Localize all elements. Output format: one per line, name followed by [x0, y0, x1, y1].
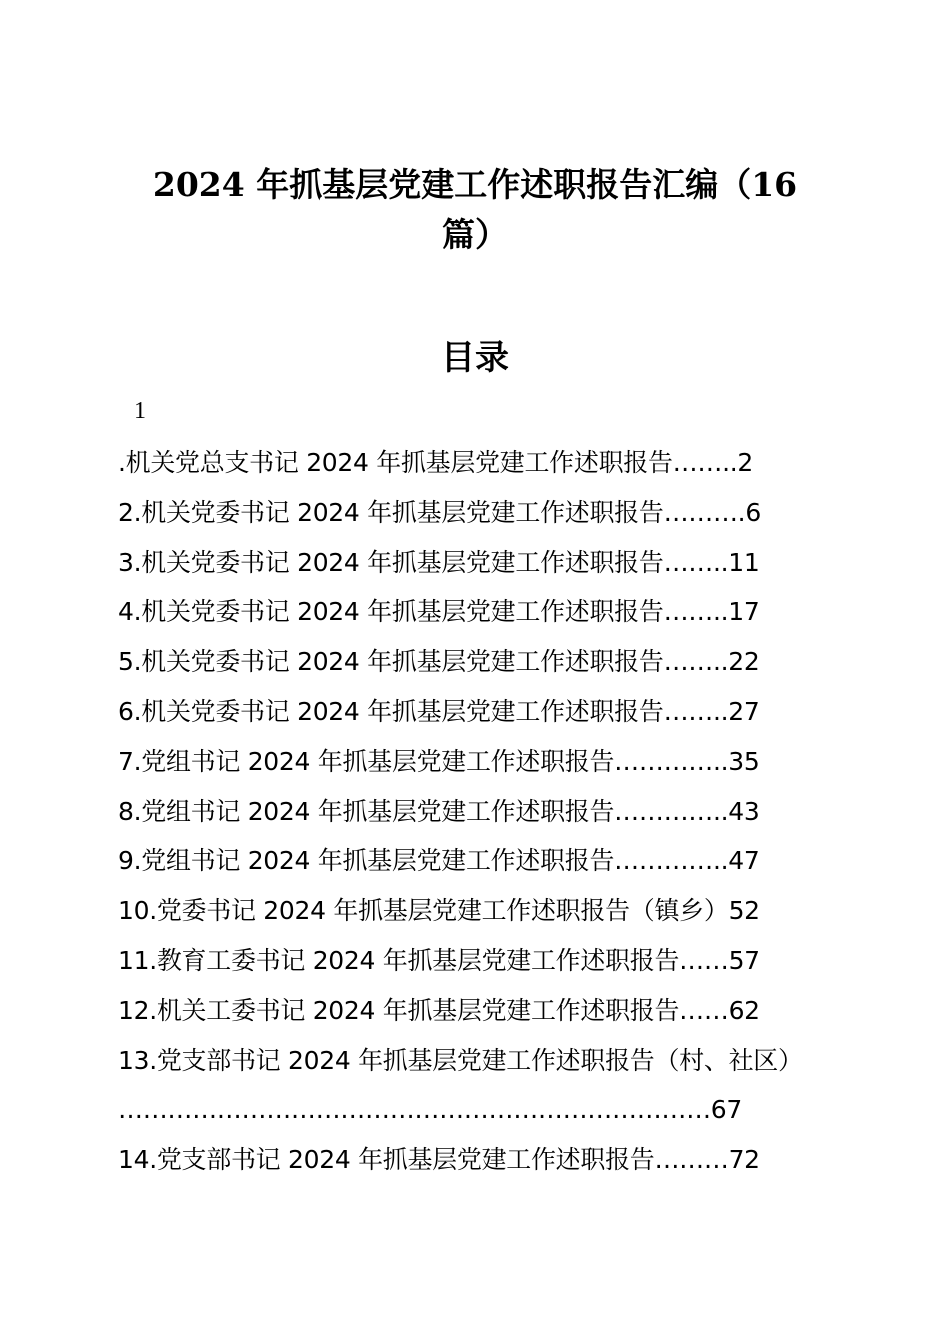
toc-entry: 5.机关党委书记 2024 年抓基层党建工作述职报告……..22	[118, 647, 760, 677]
toc-entry: 6.机关党委书记 2024 年抓基层党建工作述职报告……..27	[118, 696, 760, 726]
toc-entry-continuation: ………………………………………………………………67	[118, 1095, 743, 1125]
toc-entry: 11.教育工委书记 2024 年抓基层党建工作述职报告……57	[118, 945, 760, 975]
toc-entry: 2.机关党委书记 2024 年抓基层党建工作述职报告……….6	[118, 497, 761, 527]
document-title	[150, 160, 800, 260]
document-title-line-2: 篇）	[442, 215, 508, 254]
toc-heading: 目录	[441, 338, 509, 378]
toc-entry: 9.党组书记 2024 年抓基层党建工作述职报告…………..47	[118, 846, 760, 876]
toc-entry: 13.党支部书记 2024 年抓基层党建工作述职报告（村、社区）	[118, 1045, 803, 1075]
toc-entry: 10.党委书记 2024 年抓基层党建工作述职报告（镇乡）52	[118, 896, 760, 926]
toc-stray-number: 1	[134, 398, 146, 424]
toc-entry: 8.党组书记 2024 年抓基层党建工作述职报告…………..43	[118, 796, 760, 826]
toc-entry: 3.机关党委书记 2024 年抓基层党建工作述职报告……..11	[118, 547, 760, 577]
document-title-line-1: 2024 年抓基层党建工作述职报告汇编（16	[152, 165, 798, 204]
toc-entry: 12.机关工委书记 2024 年抓基层党建工作述职报告……62	[118, 995, 760, 1025]
table-of-contents	[118, 438, 818, 1185]
toc-entry: 7.党组书记 2024 年抓基层党建工作述职报告…………..35	[118, 746, 760, 776]
toc-entry: 4.机关党委书记 2024 年抓基层党建工作述职报告……..17	[118, 597, 760, 627]
toc-entry: .机关党总支书记 2024 年抓基层党建工作述职报告……..2	[118, 448, 753, 477]
toc-entry: 14.党支部书记 2024 年抓基层党建工作述职报告………72	[118, 1145, 760, 1175]
